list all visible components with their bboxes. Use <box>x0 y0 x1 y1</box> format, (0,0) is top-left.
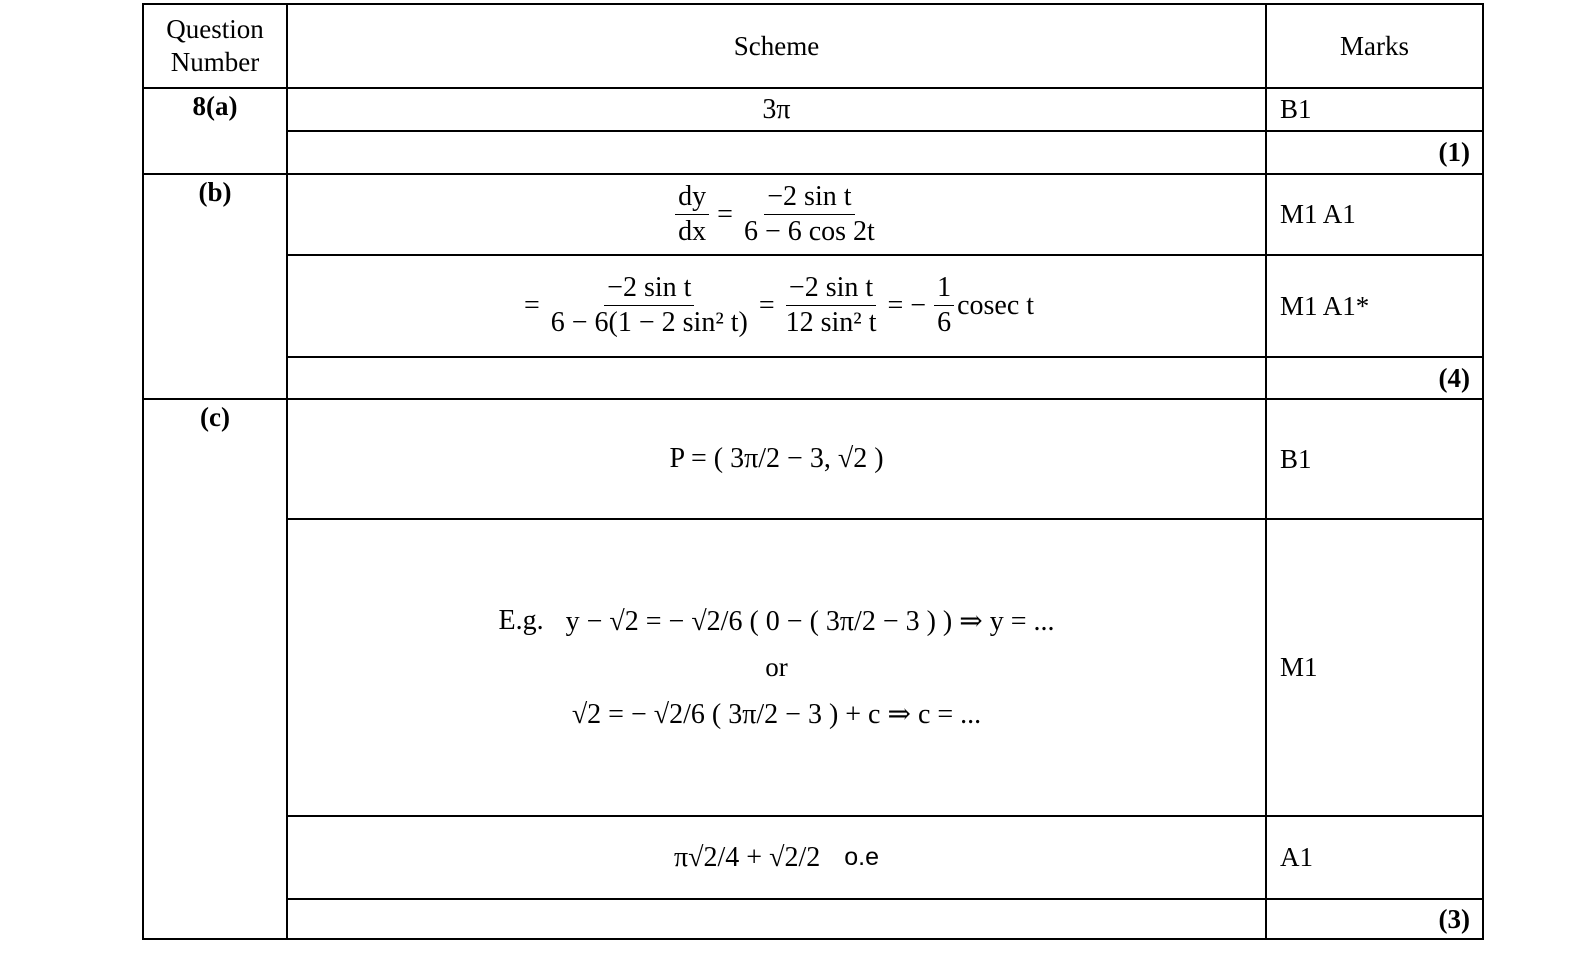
header-row <box>143 4 1483 88</box>
or-text: or <box>765 652 788 682</box>
empty-cell <box>287 357 1266 399</box>
simplify-den-2: 12 sin² t <box>785 307 877 338</box>
simplify-fraction-1 <box>548 273 751 339</box>
q8a-row <box>143 88 1483 131</box>
q8b-mark-2: M1 A1* <box>1266 255 1483 357</box>
simplify-num-2: −2 sin t <box>786 273 876 306</box>
q8c-mark-3: A1 <box>1266 816 1483 899</box>
marks-header: Marks <box>1266 4 1483 88</box>
final-expression: π√2/4 + √2/2 <box>674 841 821 873</box>
q8a-mark: B1 <box>1266 88 1483 131</box>
q8c-label: (c) <box>143 399 287 939</box>
q8c-row-2 <box>143 519 1483 816</box>
dy-dx-fraction <box>675 182 709 248</box>
q8c-total-row <box>143 899 1483 939</box>
q8a-answer-text: 3π <box>762 93 791 125</box>
derivative-den: 6 − 6 cos 2t <box>743 216 875 247</box>
oe-note: o.e <box>844 843 879 871</box>
q8a-total: (1) <box>1266 131 1483 174</box>
q8b-row-2 <box>143 255 1483 357</box>
cosec-term: cosec t <box>957 290 1035 321</box>
equation-1-text: y − √2 = − √2/6 ( 0 − ( 3π/2 − 3 ) ) ⇒ y = ... <box>565 606 1055 637</box>
empty-cell <box>287 899 1266 939</box>
eg-prefix: E.g. <box>498 605 544 636</box>
q8b-label: (b) <box>143 174 287 399</box>
q8a-label: 8(a) <box>143 88 287 174</box>
q8c-mark-1: B1 <box>1266 399 1483 519</box>
q8c-tangent-line <box>287 519 1266 816</box>
q8b-total-row <box>143 357 1483 399</box>
empty-cell <box>287 131 1266 174</box>
q8c-total: (3) <box>1266 899 1483 939</box>
q8b-total: (4) <box>1266 357 1483 399</box>
q8b-mark-1: M1 A1 <box>1266 174 1483 255</box>
simplify-den-1: 6 − 6(1 − 2 sin² t) <box>550 307 748 338</box>
q8c-mark-2: M1 <box>1266 519 1483 816</box>
scheme-header: Scheme <box>287 4 1266 88</box>
coef-den: 6 <box>937 307 952 338</box>
equation-2: √2 = − √2/6 ( 3π/2 − 3 ) + c ⇒ c = ... <box>571 699 982 730</box>
question-number-header: Question Number <box>143 4 287 88</box>
q8c-point <box>287 399 1266 519</box>
q8a-answer <box>287 88 1266 131</box>
q8c-row-3 <box>143 816 1483 899</box>
derivative-fraction <box>741 182 878 248</box>
q8c-final-answer <box>287 816 1266 899</box>
simplify-fraction-2 <box>783 273 880 339</box>
point-expression: P = ( 3π/2 − 3, √2 ) <box>669 443 884 474</box>
simplify-num-1: −2 sin t <box>604 273 694 306</box>
dy-dx-den: dx <box>678 216 707 247</box>
derivative-num: −2 sin t <box>764 182 854 215</box>
q8b-row-1 <box>143 174 1483 255</box>
q8a-total-row <box>143 131 1483 174</box>
coefficient-fraction <box>934 273 954 339</box>
mark-scheme-table <box>142 3 1484 940</box>
equation-1 <box>498 604 1054 638</box>
q8b-simplification: = $\frac{\text{−2 sin t}}{\text{6 − 6(1 − 2 sin² t)}}$ = $\frac{\text{−2 sin t}}{\text{12 sin² t}}$ = − $\frac{1}{6}$ cosec t <box>287 255 1266 357</box>
dy-dx-num: dy <box>675 182 709 215</box>
q8c-row-1 <box>143 399 1483 519</box>
q8b-derivative: $\frac{dy}{dx}$ = $\frac{\text{−2 sin t}}{6 - 6 \cos 2t}$ <box>287 174 1266 255</box>
coef-num: 1 <box>934 273 954 306</box>
